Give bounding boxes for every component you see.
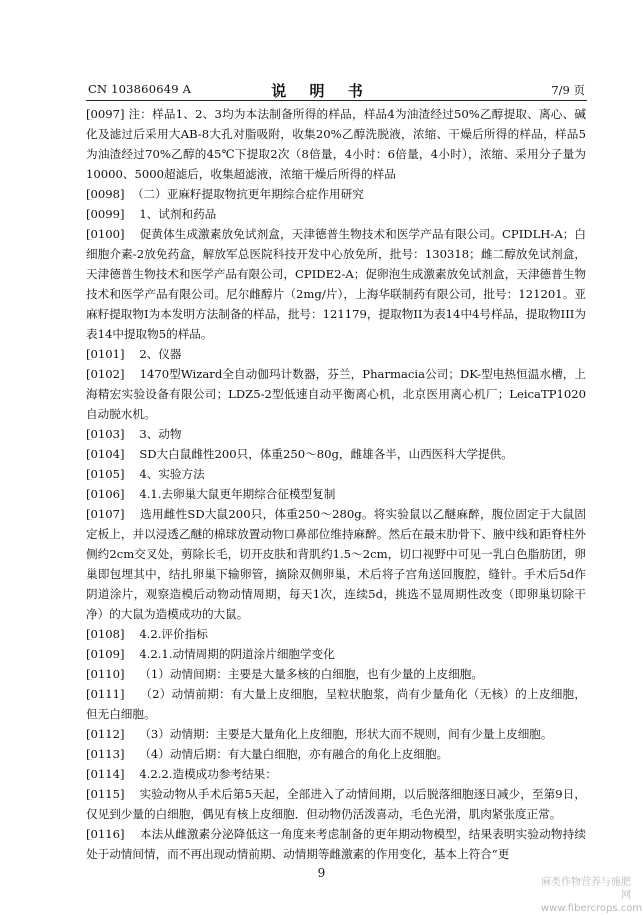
- paragraph-0105: [86, 464, 586, 484]
- paragraph-number: [0105]: [86, 467, 125, 481]
- page-number: 9: [317, 866, 326, 880]
- paragraph-number: [0109]: [86, 647, 125, 661]
- paragraph-0115: [86, 784, 586, 824]
- paragraph-number: [0102]: [86, 367, 125, 381]
- paragraph-number: [0108]: [86, 627, 125, 641]
- section-heading: 3、动物: [139, 427, 182, 441]
- section-heading: （二）亚麻籽提取物抗更年期综合症作用研究: [131, 187, 364, 201]
- paragraph-number: [0099]: [86, 207, 125, 221]
- paragraph-0098: [86, 184, 586, 204]
- paragraph-0116: [86, 824, 586, 864]
- watermark-line-2: www.fibercrops.com: [541, 903, 643, 914]
- paragraph-0102: [86, 364, 586, 424]
- section-heading: 4.2.2.造模成功参考结果：: [139, 767, 277, 781]
- paragraph-0106: [86, 484, 586, 504]
- watermark-line-1: 麻类作物营养与施肥网: [541, 877, 631, 901]
- paragraph-0097: [86, 104, 586, 184]
- section-heading: 4.2.评价指标: [139, 627, 208, 641]
- paragraph-0108: [86, 624, 586, 644]
- paragraph-0114: [86, 764, 586, 784]
- section-heading: 4.2.1.动情周期的阴道涂片细胞学变化: [139, 647, 335, 661]
- paragraph-0100: [86, 224, 586, 344]
- paragraph-0109: [86, 644, 586, 664]
- paragraph-0103: [86, 424, 586, 444]
- paragraph-number: [0113]: [86, 747, 125, 761]
- paragraph-text: （2）动情前期：有大量上皮细胞，呈粒状胞浆，尚有少量角化（无核）的上皮细胞，但无白细胞。: [86, 687, 586, 721]
- paragraph-number: [0110]: [86, 667, 125, 681]
- section-heading: 2、仪器: [139, 347, 182, 361]
- paragraph-text: SD大白鼠雌性200只，体重250～80g，雌雄各半，山西医科大学提供。: [139, 447, 513, 461]
- paragraph-0101: [86, 344, 586, 364]
- paragraph-0111: [86, 684, 586, 724]
- paragraph-number: [0097]: [86, 107, 125, 121]
- document-title: 说 明 书: [271, 82, 372, 100]
- header-rule: [86, 100, 587, 101]
- paragraph-number: [0098]: [86, 187, 125, 201]
- paragraph-0104: [86, 444, 586, 464]
- paragraph-text: 促黄体生成激素放免试剂盒，天津德普生物技术和医学产品有限公司。CPIDLH-A；白细胞介素-2放免药盒，解放军总医院科技开发中心放免所，批号：130318；雌二醇放免试剂盒，天津德普生物技术和医学产品有限公司，CPIDE2-A；促卵泡生成激素放免试剂盒，天津德普生物技术和医学产品有限公司。尼尔雌醇片（2mg/片），上海华联制药有限公司，批号：121201。亚麻籽提取物I为本发明方法制备的样品，批号：121179，提取物II为表14中4号样品，提取物III为表14中提取物5的样品。: [86, 227, 586, 341]
- paragraph-text: 本法从雌激素分泌降低这一角度来考虑制备的更年期动物模型，结果表明实验动物持续处于动情间情，而不再出现动情前期、动情期等雌激素的作用变化，基本上符合“更: [86, 827, 586, 861]
- paragraph-text: （1）动情间期：主要是大量多核的白细胞，也有少量的上皮细胞。: [139, 667, 483, 681]
- paragraph-number: [0106]: [86, 487, 125, 501]
- paragraph-text: 实验动物从手术后第5天起，全部进入了动情间期，以后脱落细胞逐日减少，至第9日，仅见到少量的白细胞，偶见有核上皮细胞．但动物仍活泼喜动，毛色光滑，肌肉紧张度正常。: [86, 787, 586, 821]
- paragraph-number: [0107]: [86, 507, 125, 521]
- document-body: [86, 104, 586, 864]
- paragraph-0113: [86, 744, 586, 764]
- section-heading: 4.1.去卵巢大鼠更年期综合征模型复制: [139, 487, 336, 501]
- paragraph-0107: [86, 504, 586, 624]
- patent-number: CN 103860649 A: [88, 82, 192, 96]
- page-count: 7/9 页: [551, 83, 585, 97]
- paragraph-text: 注：样品1、2、3均为本法制备所得的样品，样品4为油渣经过50%乙醇提取、离心、碱化及滤过后采用大AB-8大孔对脂吸附，收集20%乙醇洗脱液，浓缩、干燥后所得的样品，样品5为油渣经过70%乙醇的45℃下提取2次（8倍量，4小时：6倍量，4小时），浓缩、采用分子量为10000、5000超滤后，收集超滤液，浓缩干燥后所得的样品: [86, 107, 587, 181]
- section-heading: 4、实验方法: [139, 467, 205, 481]
- paragraph-0112: [86, 724, 586, 744]
- page-header: [0, 80, 643, 102]
- paragraph-number: [0115]: [86, 787, 125, 801]
- section-heading: 1、试剂和药品: [139, 207, 217, 221]
- paragraph-number: [0104]: [86, 447, 125, 461]
- paragraph-text: 1470型Wizard全自动伽玛计数器，芬兰，Pharmacia公司；DK-型电热恒温水槽，上海精宏实验设备有限公司；LDZ5-2型低速自动平衡离心机，北京医用离心机厂；LeicaTP1020自动脱水机。: [86, 367, 586, 421]
- paragraph-number: [0112]: [86, 727, 125, 741]
- paragraph-0110: [86, 664, 586, 684]
- paragraph-number: [0116]: [86, 827, 125, 841]
- paragraph-number: [0103]: [86, 427, 125, 441]
- paragraph-text: （3）动情期：主要是大量角化上皮细胞，形状大而不规则，间有少量上皮细胞。: [139, 727, 553, 741]
- watermark: [541, 876, 643, 915]
- paragraph-number: [0101]: [86, 347, 125, 361]
- paragraph-text: （4）动情后期：有大量白细胞，亦有融合的角化上皮细胞。: [139, 747, 449, 761]
- paragraph-text: 选用雌性SD大鼠200只，体重250～280g。将实验鼠以乙醚麻醉，腹位固定于大鼠固定板上，并以浸透乙醚的棉球放置动物口鼻部位维持麻醉。然后在最末肋骨下、腋中线和距脊柱外侧约2cm交叉处，剪除长毛，切开皮肤和背肌约1.5～2cm，切口视野中可见一乳白色脂肪团，卵巢即包埋其中，结扎卵巢下输卵管，摘除双侧卵巢，术后将子宫角送回腹腔，缝针。手术后5d作阴道涂片，观察造模后动物动情周期，每天1次，连续5d，挑选不显周期性改变（即卵巢切除干净）的大鼠为造模成功的大鼠。: [86, 507, 586, 621]
- paragraph-number: [0114]: [86, 767, 125, 781]
- paragraph-number: [0100]: [86, 227, 125, 241]
- paragraph-number: [0111]: [86, 687, 125, 701]
- paragraph-0099: [86, 204, 586, 224]
